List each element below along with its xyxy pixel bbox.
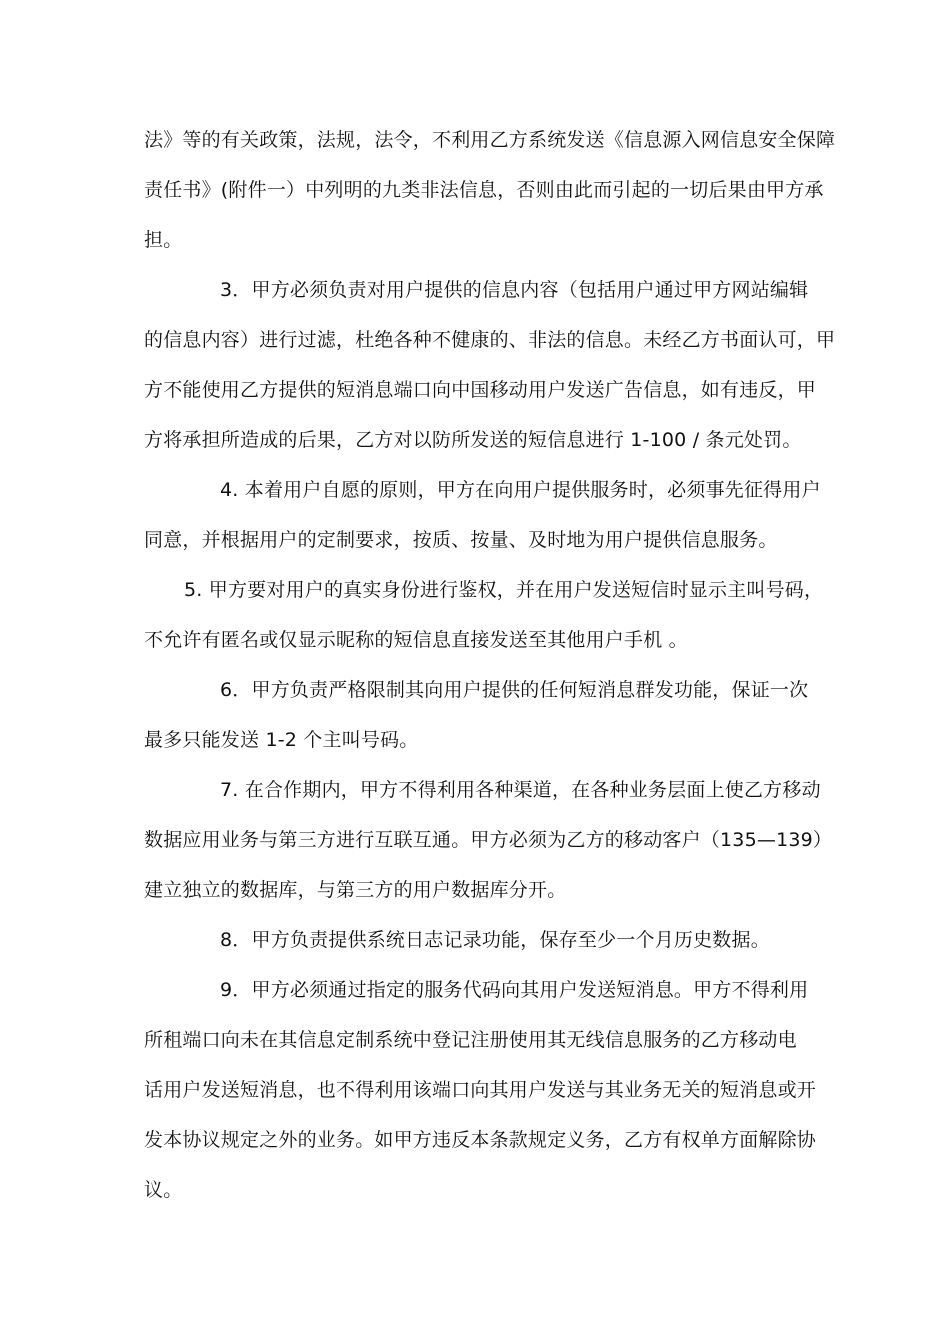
text-line: 的信息内容）进行过滤，杜绝各种不健康的、非法的信息。未经乙方书面认可，甲 [144, 329, 836, 351]
text-line: 方将承担所造成的后果，乙方对以防所发送的短信息进行 1-100 / 条元处罚。 [144, 429, 802, 451]
text-line: 数据应用业务与第三方进行互联互通。甲方必须为乙方的移动客户（135—139） [144, 829, 833, 851]
text-line: 话用户发送短消息，也不得利用该端口向其用户发送与其业务无关的短消息或开 [144, 1079, 817, 1101]
clause-9-start: 9．甲方必须通过指定的服务代码向其用户发送短消息。甲方不得利用 [220, 979, 809, 1001]
clause-6-start: 6．甲方负责严格限制其向用户提供的任何短消息群发功能，保证一次 [220, 679, 809, 701]
clause-7-start: 7. 在合作期内，甲方不得利用各种渠道，在各种业务层面上使乙方移动 [220, 779, 821, 801]
clause-4-start: 4. 本着用户自愿的原则，甲方在向用户提供服务时，必须事先征得用户 [220, 479, 821, 501]
text-line: 议。 [144, 1179, 183, 1201]
text-line: 责任书》(附件一）中列明的九类非法信息，否则由此而引起的一切后果由甲方承 [144, 179, 824, 201]
clause-8-start: 8．甲方负责提供系统日志记录功能，保存至少一个月历史数据。 [220, 929, 770, 951]
text-line: 不允许有匿名或仅显示昵称的短信息直接发送至其他用户手机 。 [144, 629, 688, 651]
clause-3-start: 3．甲方必须负责对用户提供的信息内容（包括用户通过甲方网站编辑 [220, 279, 809, 301]
text-line: 方不能使用乙方提供的短消息端口向中国移动用户发送广告信息，如有违反，甲 [144, 379, 817, 401]
text-line: 发本协议规定之外的业务。如甲方违反本条款规定义务，乙方有权单方面解除协 [144, 1129, 817, 1151]
text-line: 所租端口向未在其信息定制系统中登记注册使用其无线信息服务的乙方移动电 [144, 1029, 797, 1051]
clause-5-start: 5. 甲方要对用户的真实身份进行鉴权，并在用户发送短信时显示主叫号码， [184, 579, 824, 601]
text-line: 法》等的有关政策，法规，法令，不利用乙方系统发送《信息源入网信息安全保障 [144, 129, 836, 151]
text-line: 担。 [144, 229, 183, 251]
text-line: 最多只能发送 1-2 个主叫号码。 [144, 729, 419, 751]
text-line: 同意，并根据用户的定制要求，按质、按量、及时地为用户提供信息服务。 [144, 529, 778, 551]
text-line: 建立独立的数据库，与第三方的用户数据库分开。 [144, 879, 567, 901]
